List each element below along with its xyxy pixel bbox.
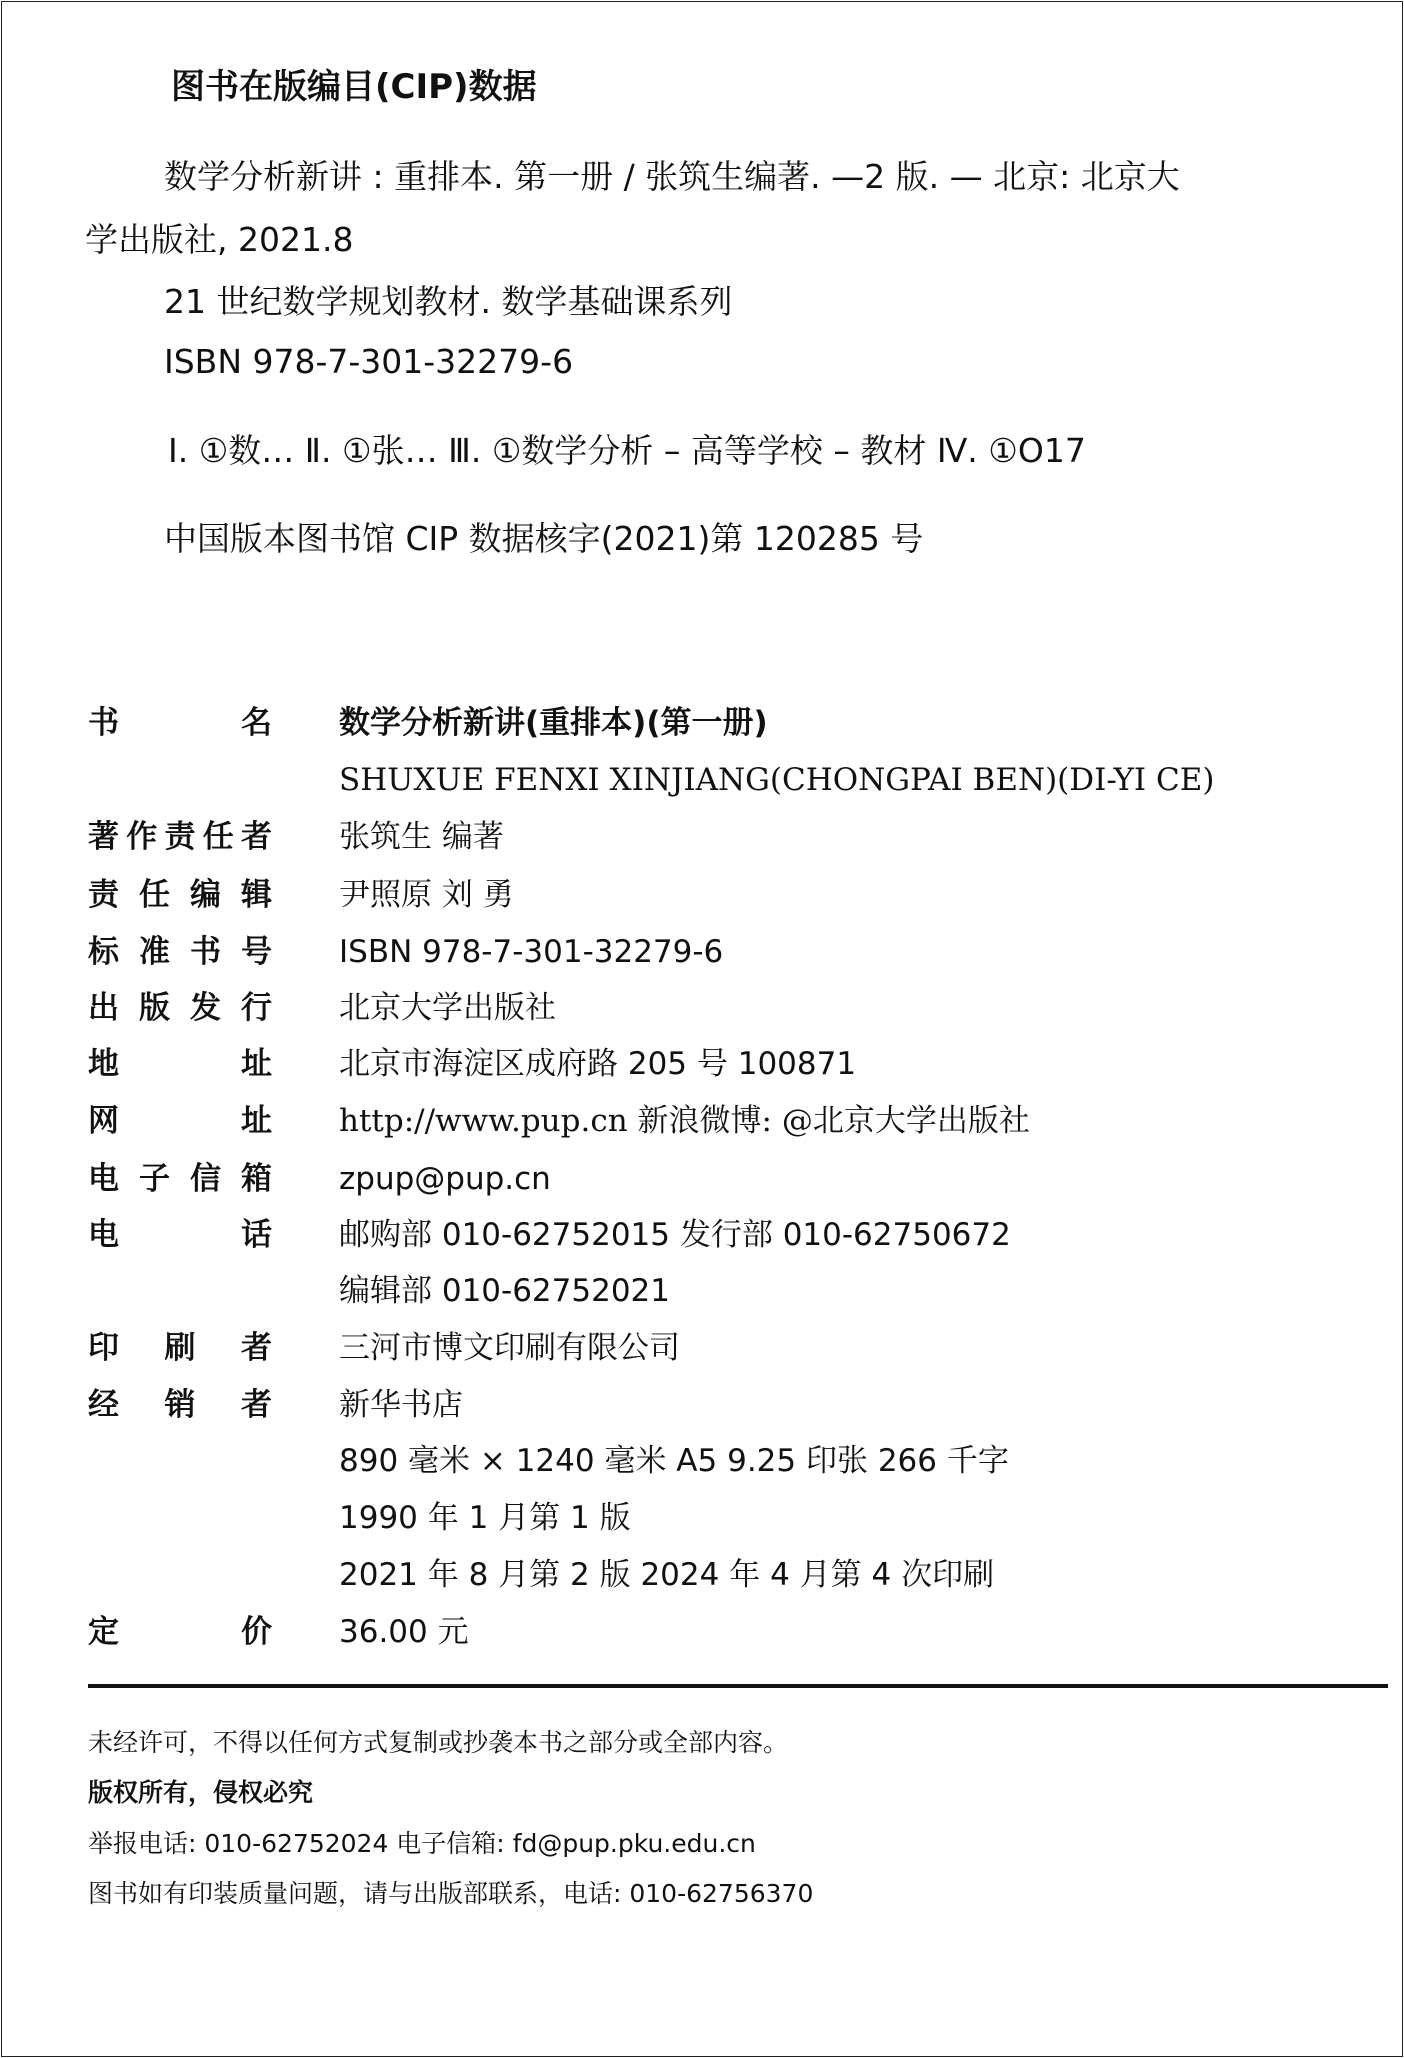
quality-contact: 图书如有印装质量问题，请与出版部联系，电话: 010-62756370 [88, 1879, 814, 1908]
report-contact: 举报电话: 010-62752024 电子信箱: fd@pup.pku.edu.cn [88, 1829, 756, 1858]
detail-value: 890 毫米 × 1240 毫米 A5 9.25 印张 266 千字 [339, 1443, 1009, 1479]
detail-label: 经销者 [88, 1387, 272, 1423]
detail-label: 出版发行 [88, 990, 272, 1026]
detail-label: 地址 [88, 1046, 272, 1082]
divider-rule [88, 1684, 1388, 1688]
cip-series: 21 世纪数学规划教材. 数学基础课系列 [164, 282, 733, 321]
detail-label: 电子信箱 [88, 1161, 272, 1197]
rights-notice: 版权所有，侵权必究 [88, 1778, 314, 1807]
cip-main-entry: 数学分析新讲 : 重排本. 第一册 / 张筑生编著. —2 版. — 北京: 北京大 [164, 157, 1180, 196]
detail-value: 36.00 元 [339, 1614, 469, 1650]
detail-value: ISBN 978-7-301-32279-6 [339, 934, 724, 970]
detail-label: 责任编辑 [88, 877, 272, 913]
detail-label: 定价 [88, 1614, 272, 1650]
detail-label: 书名 [88, 705, 272, 741]
cip-subjects: Ⅰ. ①数… Ⅱ. ①张… Ⅲ. ①数学分析 – 高等学校 – 教材 Ⅳ. ①O17 [168, 431, 1086, 470]
detail-value: 1990 年 1 月第 1 版 [339, 1500, 631, 1536]
cip-isbn: ISBN 978-7-301-32279-6 [164, 342, 574, 381]
cip-main-entry-continued: 学出版社, 2021.8 [85, 220, 354, 259]
cip-verification: 中国版本图书馆 CIP 数据核字(2021)第 120285 号 [164, 519, 924, 558]
detail-value: 数学分析新讲(重排本)(第一册) [339, 705, 768, 741]
detail-value: SHUXUE FENXI XINJIANG(CHONGPAI BEN)(DI-YI CE) [339, 762, 1215, 798]
detail-label: 印刷者 [88, 1330, 272, 1366]
cip-heading: 图书在版编目(CIP)数据 [171, 67, 537, 107]
detail-value: 编辑部 010-62752021 [339, 1273, 670, 1309]
detail-value: 邮购部 010-62752015 发行部 010-62750672 [339, 1217, 1011, 1253]
detail-value: 尹照原 刘 勇 [339, 877, 514, 913]
detail-label: 电话 [88, 1217, 272, 1253]
detail-value: zpup@pup.cn [339, 1161, 551, 1197]
detail-value: 新华书店 [339, 1387, 463, 1423]
detail-value: 2021 年 8 月第 2 版 2024 年 4 月第 4 次印刷 [339, 1557, 995, 1593]
detail-label: 网址 [88, 1103, 272, 1139]
detail-value: 张筑生 编著 [339, 819, 504, 855]
detail-label: 标准书号 [88, 934, 272, 970]
detail-value: 三河市博文印刷有限公司 [339, 1330, 680, 1366]
detail-value: http://www.pup.cn 新浪微博: @北京大学出版社 [339, 1103, 1030, 1139]
detail-value: 北京大学出版社 [339, 990, 556, 1026]
copy-notice: 未经许可，不得以任何方式复制或抄袭本书之部分或全部内容。 [88, 1728, 789, 1757]
detail-value: 北京市海淀区成府路 205 号 100871 [339, 1046, 857, 1082]
detail-label: 著作责任者 [88, 819, 272, 855]
